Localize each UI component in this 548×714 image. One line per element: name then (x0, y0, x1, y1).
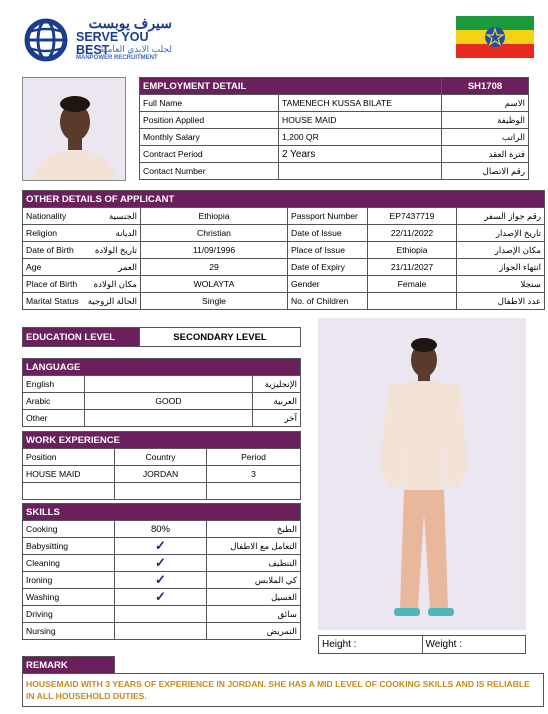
right-value (368, 293, 457, 310)
left-arabic: تاريخ الولادة (94, 244, 137, 255)
logo-arabic-sub: لجلب الايدي العاملة (99, 44, 172, 54)
work-period: 3 (207, 466, 301, 483)
skill-label: Cleaning (23, 555, 115, 572)
language-value: GOOD (85, 393, 253, 410)
work-country: JORDAN (115, 466, 207, 483)
left-label: Marital Status (26, 295, 79, 306)
left-value: 11/09/1996 (141, 242, 288, 259)
right-label: Gender (288, 276, 368, 293)
logo-subtitle: MANPOWER RECRUITMENT (76, 55, 158, 61)
work-experience-header: WORK EXPERIENCE (23, 432, 301, 449)
work-period (207, 483, 301, 500)
column-header: Position (23, 449, 115, 466)
skill-arabic: سائق (207, 606, 301, 623)
language-arabic: العربية (252, 393, 300, 410)
checkmark-icon: ✓ (115, 538, 207, 555)
education-table (22, 327, 301, 347)
skill-value: 80% (115, 521, 207, 538)
logo-title: SERVE YOU BEST (76, 30, 149, 57)
company-logo (24, 16, 174, 64)
language-value (85, 376, 253, 393)
field-label: Contract Period (140, 146, 279, 163)
right-arabic: سنجلا (457, 276, 545, 293)
measurements-table (318, 635, 526, 654)
field-arabic: الاسم (442, 95, 529, 112)
left-label: Date of Birth (26, 244, 74, 255)
skill-value (115, 606, 207, 623)
left-arabic: مكان الولادة (93, 278, 137, 289)
skill-label: Nursing (23, 623, 115, 640)
applicant-code: SH1708 (442, 78, 529, 95)
left-label: Age (26, 261, 42, 272)
language-arabic: آخر (252, 410, 300, 427)
employment-detail-table (139, 77, 529, 180)
language-value (85, 410, 253, 427)
field-label: Position Applied (140, 112, 279, 129)
field-value: 1,200 QR (279, 129, 442, 146)
checkmark-icon: ✓ (115, 589, 207, 606)
right-label: Date of Expiry (288, 259, 368, 276)
work-country (115, 483, 207, 500)
language-label: Arabic (23, 393, 85, 410)
ethiopia-flag-icon (456, 16, 534, 58)
field-value: TAMENECH KUSSA BILATE (279, 95, 442, 112)
applicant-photo-full (318, 318, 526, 630)
left-value: Ethiopia (141, 208, 288, 225)
remark-text: HOUSEMAID WITH 3 YEARS OF EXPERIENCE IN JORDAN. SHE HAS A MID LEVEL OF COOKING SKILLS AND IS RELIABLE IN ALL HOUSEHOLD DUTIES. (23, 674, 544, 707)
skill-arabic: التمريض (207, 623, 301, 640)
right-value: Female (368, 276, 457, 293)
checkmark-icon: ✓ (115, 572, 207, 589)
language-header: LANGUAGE (23, 359, 301, 376)
left-value: 29 (141, 259, 288, 276)
right-value: 21/11/2027 (368, 259, 457, 276)
skill-arabic: كي الملابس (207, 572, 301, 589)
weight-label: Weight : (422, 636, 526, 654)
left-label: Nationality (26, 210, 67, 221)
skill-arabic: الطبخ (207, 521, 301, 538)
right-label: Date of Issue (288, 225, 368, 242)
education-label: EDUCATION LEVEL (23, 328, 140, 347)
skill-label: Driving (23, 606, 115, 623)
height-label: Height : (319, 636, 423, 654)
right-value: EP7437719 (368, 208, 457, 225)
remark-header: REMARK (23, 657, 115, 674)
right-label: Passport Number (288, 208, 368, 225)
right-value: 22/11/2022 (368, 225, 457, 242)
left-value: Christian (141, 225, 288, 242)
left-value: WOLAYTA (141, 276, 288, 293)
column-header: Country (115, 449, 207, 466)
right-arabic: رقم جواز السفر (457, 208, 545, 225)
left-label: Place of Birth (26, 278, 78, 289)
right-label: Place of Issue (288, 242, 368, 259)
language-arabic: الإنجليزية (252, 376, 300, 393)
language-label: Other (23, 410, 85, 427)
skill-label: Babysitting (23, 538, 115, 555)
left-arabic: الجنسية (108, 210, 137, 221)
portrait-image (23, 78, 126, 181)
field-label: Contact Number (140, 163, 279, 180)
logo-arabic: سيرف يوبست (88, 15, 172, 31)
skill-label: Washing (23, 589, 115, 606)
remark-table (22, 656, 544, 707)
applicant-photo-small (22, 77, 126, 181)
skill-label: Cooking (23, 521, 115, 538)
field-value: HOUSE MAID (279, 112, 442, 129)
field-arabic: الوظيفة (442, 112, 529, 129)
field-arabic: رقم الاتصال (442, 163, 529, 180)
field-label: Monthly Salary (140, 129, 279, 146)
skills-table (22, 503, 301, 640)
skill-arabic: التعامل مع الاطفال (207, 538, 301, 555)
right-arabic: انتهاء الجواز (457, 259, 545, 276)
work-position: HOUSE MAID (23, 466, 115, 483)
field-value (279, 163, 442, 180)
field-value: 2 Years (279, 146, 442, 163)
employment-header: EMPLOYMENT DETAIL (140, 78, 442, 95)
field-arabic: الراتب (442, 129, 529, 146)
language-label: English (23, 376, 85, 393)
right-arabic: مكان الإصدار (457, 242, 545, 259)
right-value: Ethiopia (368, 242, 457, 259)
other-details-header: OTHER DETAILS OF APPLICANT (23, 191, 545, 208)
column-header: Period (207, 449, 301, 466)
work-experience-table (22, 431, 301, 500)
field-label: Full Name (140, 95, 279, 112)
education-value: SECONDARY LEVEL (140, 328, 301, 347)
other-details-table (22, 190, 545, 310)
skill-arabic: التنظيف (207, 555, 301, 572)
right-arabic: عدد الاطفال (457, 293, 545, 310)
skill-arabic: الغسيل (207, 589, 301, 606)
left-value: Single (141, 293, 288, 310)
left-label: Religion (26, 227, 58, 238)
full-body-image (318, 318, 526, 630)
left-arabic: الديانة (115, 227, 137, 238)
language-table (22, 358, 301, 427)
skill-label: Ironing (23, 572, 115, 589)
left-arabic: الحالة الزوجية (87, 295, 137, 306)
work-position (23, 483, 115, 500)
skills-header: SKILLS (23, 504, 301, 521)
field-arabic: فترة العقد (442, 146, 529, 163)
globe-logo-icon (24, 18, 72, 62)
skill-value (115, 623, 207, 640)
left-arabic: العمر (118, 261, 137, 272)
right-label: No. of Children (288, 293, 368, 310)
checkmark-icon: ✓ (115, 555, 207, 572)
right-arabic: تاريخ الإصدار (457, 225, 545, 242)
